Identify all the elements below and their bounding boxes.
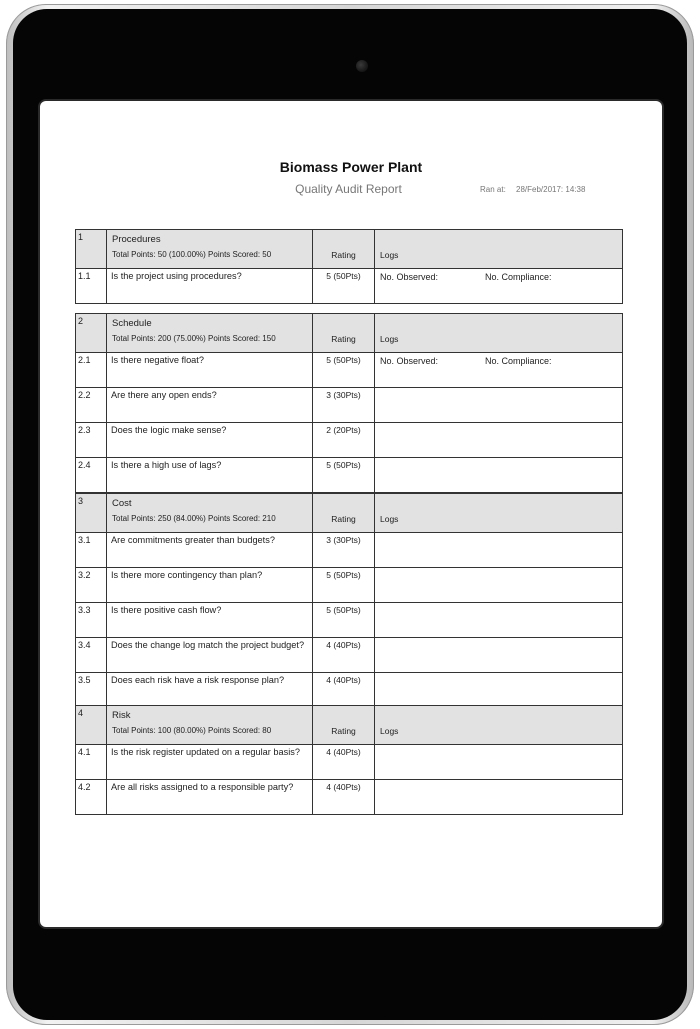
item-number: 2.2: [76, 388, 107, 423]
table-row: [76, 388, 623, 423]
item-logs: [375, 673, 623, 708]
section-number: 2: [76, 314, 107, 353]
item-question: Is there negative float?: [107, 353, 313, 388]
report-subtitle: Quality Audit Report: [295, 182, 402, 196]
item-question: Are commitments greater than budgets?: [107, 533, 313, 568]
item-question: Is there more contingency than plan?: [107, 568, 313, 603]
table-row: [76, 353, 623, 388]
section-info: [107, 706, 313, 745]
logs-header: [375, 706, 623, 745]
logs-compliance: No. Compliance:: [485, 356, 552, 366]
item-logs: [375, 533, 623, 568]
logs-header: [375, 494, 623, 533]
item-logs: [375, 269, 623, 304]
camera-icon: [356, 60, 368, 72]
table-row: [76, 568, 623, 603]
section-name: Cost: [112, 498, 132, 509]
item-logs: [375, 638, 623, 673]
item-question: Are there any open ends?: [107, 388, 313, 423]
item-rating: 2 (20Pts): [313, 423, 375, 458]
item-question: Is there positive cash flow?: [107, 603, 313, 638]
rating-header: [313, 314, 375, 353]
section-points: Total Points: 100 (80.00%) Points Scored: 80: [112, 726, 272, 735]
table-row: [76, 423, 623, 458]
section-name: Procedures: [112, 234, 161, 245]
section-header: [76, 706, 623, 745]
item-number: 3.4: [76, 638, 107, 673]
rating-header: [313, 230, 375, 269]
rating-header-label: Rating: [331, 514, 356, 524]
item-rating: 4 (40Pts): [313, 673, 375, 708]
item-logs: [375, 458, 623, 493]
table-row: [76, 745, 623, 780]
item-number: 3.2: [76, 568, 107, 603]
logs-observed: No. Observed:: [380, 356, 439, 366]
item-question: Is the project using procedures?: [107, 269, 313, 304]
section-name: Risk: [112, 710, 131, 721]
item-rating: 3 (30Pts): [313, 388, 375, 423]
table-row: [76, 638, 623, 673]
item-logs: [375, 388, 623, 423]
table-row: [76, 780, 623, 815]
rating-header: [313, 706, 375, 745]
item-number: 4.1: [76, 745, 107, 780]
section-info: [107, 230, 313, 269]
item-number: 2.3: [76, 423, 107, 458]
report-screen: [40, 101, 662, 927]
section-info: [107, 314, 313, 353]
table-row: [76, 269, 623, 304]
item-rating: 4 (40Pts): [313, 780, 375, 815]
item-rating: 5 (50Pts): [313, 458, 375, 493]
rating-header: [313, 494, 375, 533]
section-number: 3: [76, 494, 107, 533]
section-header: [76, 494, 623, 533]
logs-header-label: Logs: [380, 514, 399, 524]
item-question: Does the logic make sense?: [107, 423, 313, 458]
table-row: [76, 673, 623, 708]
section-points: Total Points: 200 (75.00%) Points Scored: 150: [112, 334, 276, 343]
section-header: [76, 314, 623, 353]
section-number: 4: [76, 706, 107, 745]
audit-section-risk: [75, 705, 623, 815]
logs-header: [375, 314, 623, 353]
item-number: 2.1: [76, 353, 107, 388]
item-number: 4.2: [76, 780, 107, 815]
item-rating: 5 (50Pts): [313, 603, 375, 638]
logs-compliance: No. Compliance:: [485, 272, 552, 282]
table-row: [76, 458, 623, 493]
item-question: Is there a high use of lags?: [107, 458, 313, 493]
logs-header: [375, 230, 623, 269]
section-name: Schedule: [112, 318, 152, 329]
section-points: Total Points: 250 (84.00%) Points Scored: 210: [112, 514, 276, 523]
logs-header-label: Logs: [380, 726, 399, 736]
section-number: 1: [76, 230, 107, 269]
section-info: [107, 494, 313, 533]
logs-header-label: Logs: [380, 334, 399, 344]
item-rating: 5 (50Pts): [313, 353, 375, 388]
item-logs: [375, 603, 623, 638]
rating-header-label: Rating: [331, 250, 356, 260]
ran-at-label: Ran at:: [480, 185, 506, 194]
item-question: Does the change log match the project budget?: [107, 638, 313, 673]
report-title: Biomass Power Plant: [279, 159, 423, 175]
item-logs: [375, 568, 623, 603]
audit-section-schedule: [75, 313, 623, 493]
section-header: [76, 230, 623, 269]
table-row: [76, 533, 623, 568]
audit-section-cost: [75, 493, 623, 708]
item-question: Are all risks assigned to a responsible party?: [107, 780, 313, 815]
logs-header-label: Logs: [380, 250, 399, 260]
item-number: 2.4: [76, 458, 107, 493]
item-question: Does each risk have a risk response plan?: [107, 673, 313, 708]
item-number: 1.1: [76, 269, 107, 304]
item-question: Is the risk register updated on a regular basis?: [107, 745, 313, 780]
item-rating: 5 (50Pts): [313, 269, 375, 304]
item-logs: [375, 745, 623, 780]
item-number: 3.1: [76, 533, 107, 568]
item-logs: [375, 423, 623, 458]
item-logs: [375, 353, 623, 388]
table-row: [76, 603, 623, 638]
item-number: 3.5: [76, 673, 107, 708]
audit-section-procedures: [75, 229, 623, 304]
section-points: Total Points: 50 (100.00%) Points Scored: 50: [112, 250, 272, 259]
item-number: 3.3: [76, 603, 107, 638]
rating-header-label: Rating: [331, 726, 356, 736]
item-rating: 5 (50Pts): [313, 568, 375, 603]
rating-header-label: Rating: [331, 334, 356, 344]
item-rating: 4 (40Pts): [313, 745, 375, 780]
logs-observed: No. Observed:: [380, 272, 439, 282]
item-rating: 4 (40Pts): [313, 638, 375, 673]
ran-at-value: 28/Feb/2017: 14:38: [516, 185, 586, 194]
item-logs: [375, 780, 623, 815]
item-rating: 3 (30Pts): [313, 533, 375, 568]
